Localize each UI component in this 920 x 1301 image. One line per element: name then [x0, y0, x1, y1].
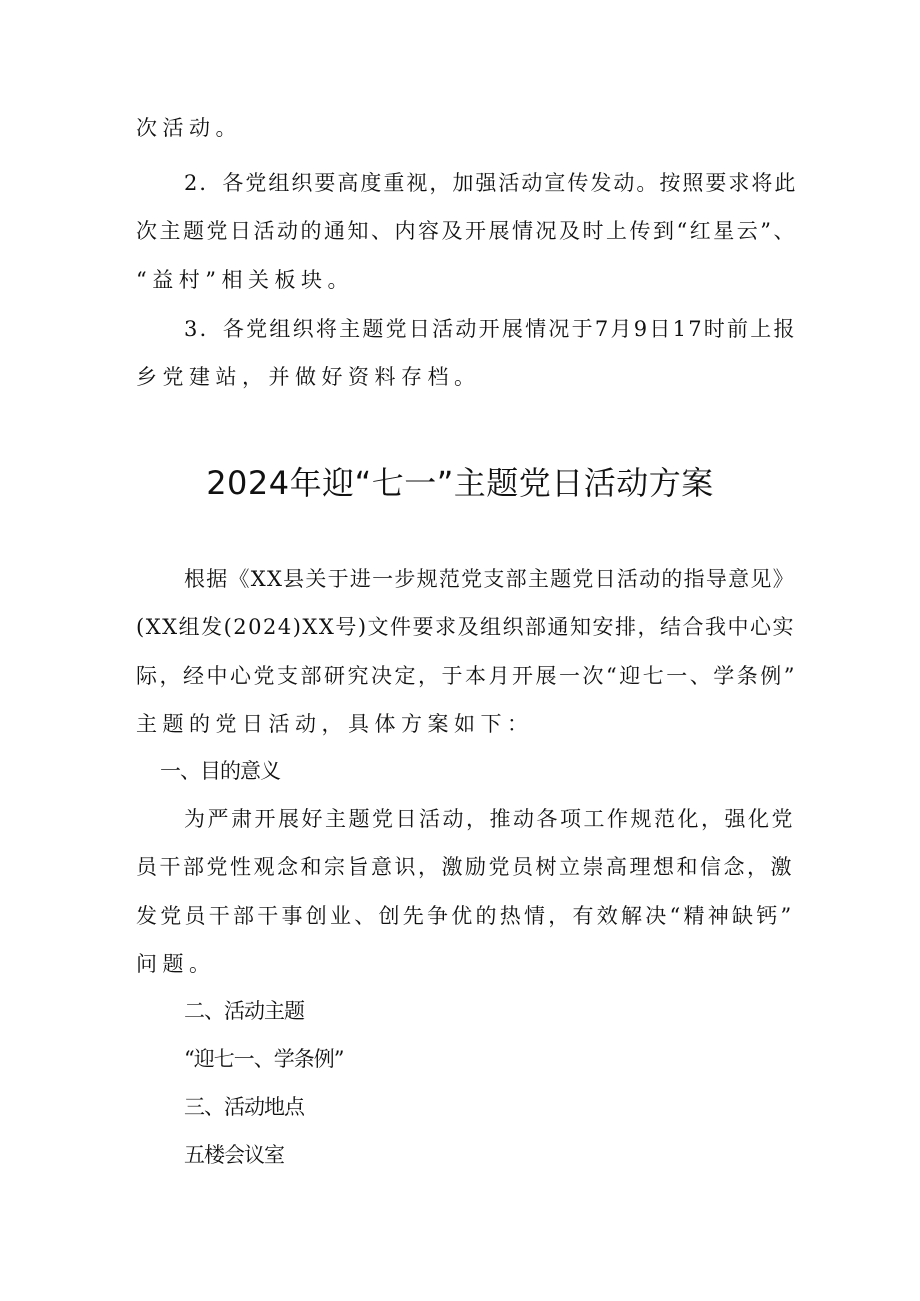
paragraph-line: 问题。 [136, 951, 216, 976]
section-1-heading [160, 747, 820, 795]
theme-paragraph [184, 1035, 844, 1083]
paragraph-line: “益村”相关板块。 [136, 267, 354, 292]
paragraph-line: 为严肃开展好主题党日活动，推动各项工作规范化，强化党 [184, 807, 795, 831]
paragraph-line: 2．各党组织要高度重视，加强活动宣传发动。按照要求将此 [184, 171, 798, 195]
paragraph-line: (XX组发(2024)XX号)文件要求及组织部通知安排，结合我中心实 [136, 615, 796, 640]
paragraph-line: 3．各党组织将主题党日活动开展情况于7月9日17时前上报 [184, 317, 797, 341]
paragraph-line: 次主题党日活动的通知、内容及开展情况及时上传到“红星云”、 [136, 219, 797, 244]
continuation-paragraph [136, 104, 796, 152]
item-2-paragraph [136, 159, 796, 304]
intro-paragraph [136, 555, 796, 748]
purpose-paragraph [136, 795, 796, 988]
section-heading-text: 二、活动主题 [184, 999, 304, 1023]
document-title: 2024年迎“七一”主题党日活动方案 [206, 464, 714, 502]
paragraph-line: 主题的党日活动，具体方案如下： [136, 711, 534, 736]
paragraph-line: 次活动。 [136, 116, 242, 140]
section-heading-text: 三、活动地点 [184, 1095, 304, 1119]
location-text: 五楼会议室 [184, 1143, 284, 1167]
section-3-heading [184, 1083, 844, 1131]
paragraph-line: 乡党建站，并做好资料存档。 [136, 365, 481, 390]
paragraph-line: 际，经中心党支部研究决定，于本月开展一次“迎七一、学条例” [136, 663, 797, 688]
paragraph-line: 发党员干部干事创业、创先争优的热情，有效解决“精神缺钙” [136, 903, 795, 928]
section-heading-text: 一、目的意义 [160, 759, 280, 783]
location-paragraph [184, 1131, 844, 1179]
section-2-heading [184, 987, 844, 1035]
paragraph-line: 根据《XX县关于进一步规范党支部主题党日活动的指导意见》 [184, 567, 795, 591]
paragraph-line: 员干部党性观念和宗旨意识，激励党员树立崇高理想和信念，激 [136, 855, 794, 880]
item-3-paragraph [136, 305, 796, 402]
theme-text: “迎七一、学条例” [184, 1047, 344, 1071]
